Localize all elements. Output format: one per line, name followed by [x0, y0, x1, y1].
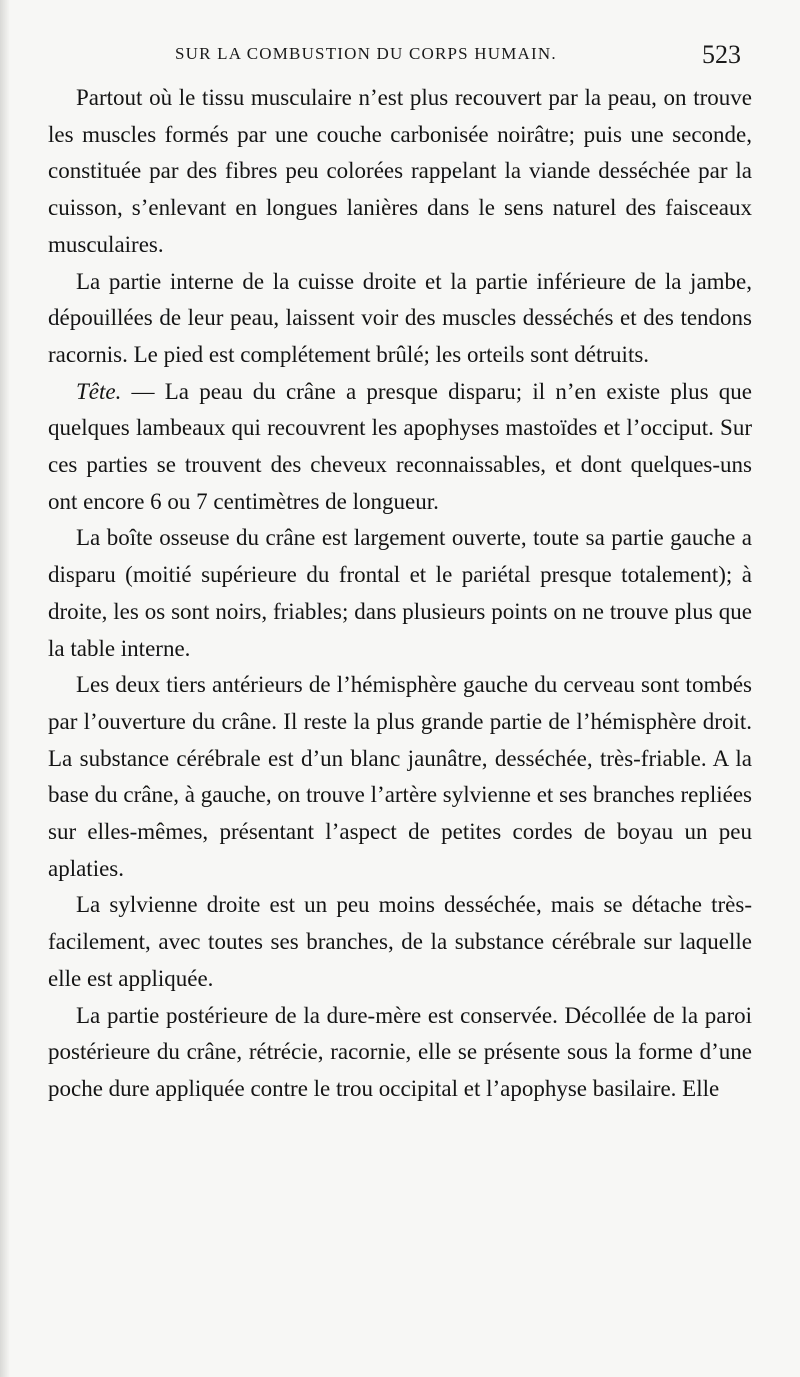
body-text [48, 80, 752, 1108]
running-title: SUR LA COMBUSTION DU CORPS HUMAIN. [175, 44, 557, 63]
paragraph-6: La sylvienne droite est un peu moins desséchée, mais se détache très-facilement, avec toutes ses branches, de la substance cérébrale sur laquelle elle est appliquée. [48, 892, 752, 991]
paragraph-2: La partie interne de la cuisse droite et la partie inférieure de la jambe, dépouillées de leur peau, laissent voir des muscles desséchés et des tendons racornis. Le pied est complétement brûlé; les orteils sont détruits. [48, 268, 752, 367]
paragraph-5: Les deux tiers antérieurs de l’hémisphère gauche du cerveau sont tombés par l’ouverture du crâne. Il reste la plus grande partie de l’hémisphère droit. La substance cérébrale est d’un blanc jaunâtre, desséchée, très-friable. A la base du crâne, à gauche, on trouve l’artère sylvienne et ses branches repliées sur elles-mêmes, présentant l’aspect de petites cordes de boyau un peu aplaties. [48, 672, 752, 881]
page-edge-shadow [0, 0, 10, 1377]
section-heading-tete: Tête. [76, 378, 122, 404]
paragraph-4: La boîte osseuse du crâne est largement ouverte, toute sa partie gauche a disparu (moitié supérieure du frontal et le pariétal presque totalement); à droite, les os sont noirs, friables; dans plusieurs points on ne trouve plus que la table interne. [48, 525, 752, 661]
paragraph-1: Partout où le tissu musculaire n’est plus recouvert par la peau, on trouve les muscles formés par une couche carbonisée noirâtre; puis une seconde, constituée par des fibres peu colorées rappelant la viande desséchée par la cuisson, s’enlevant en longues lanières dans le sens naturel des faisceaux musculaires. [48, 85, 752, 257]
paragraph-7: La partie postérieure de la dure-mère est conservée. Décollée de la paroi postérieure du crâne, rétrécie, racornie, elle se présente sous la forme d’une poche dure appliquée contre le trou occipital et l’apophyse basilaire. Elle [48, 1002, 752, 1101]
paragraph-3: Tête. — La peau du crâne a presque disparu; il n’en existe plus que quelques lambeaux qui recouvrent les apophyses mastoïdes et l’occiput. Sur ces parties se trouvent des cheveux reconnaissables, et dont quelques-uns ont encore 6 ou 7 centimètres de longueur. [48, 378, 752, 514]
page-number: 523 [702, 40, 741, 69]
running-header [0, 40, 800, 80]
